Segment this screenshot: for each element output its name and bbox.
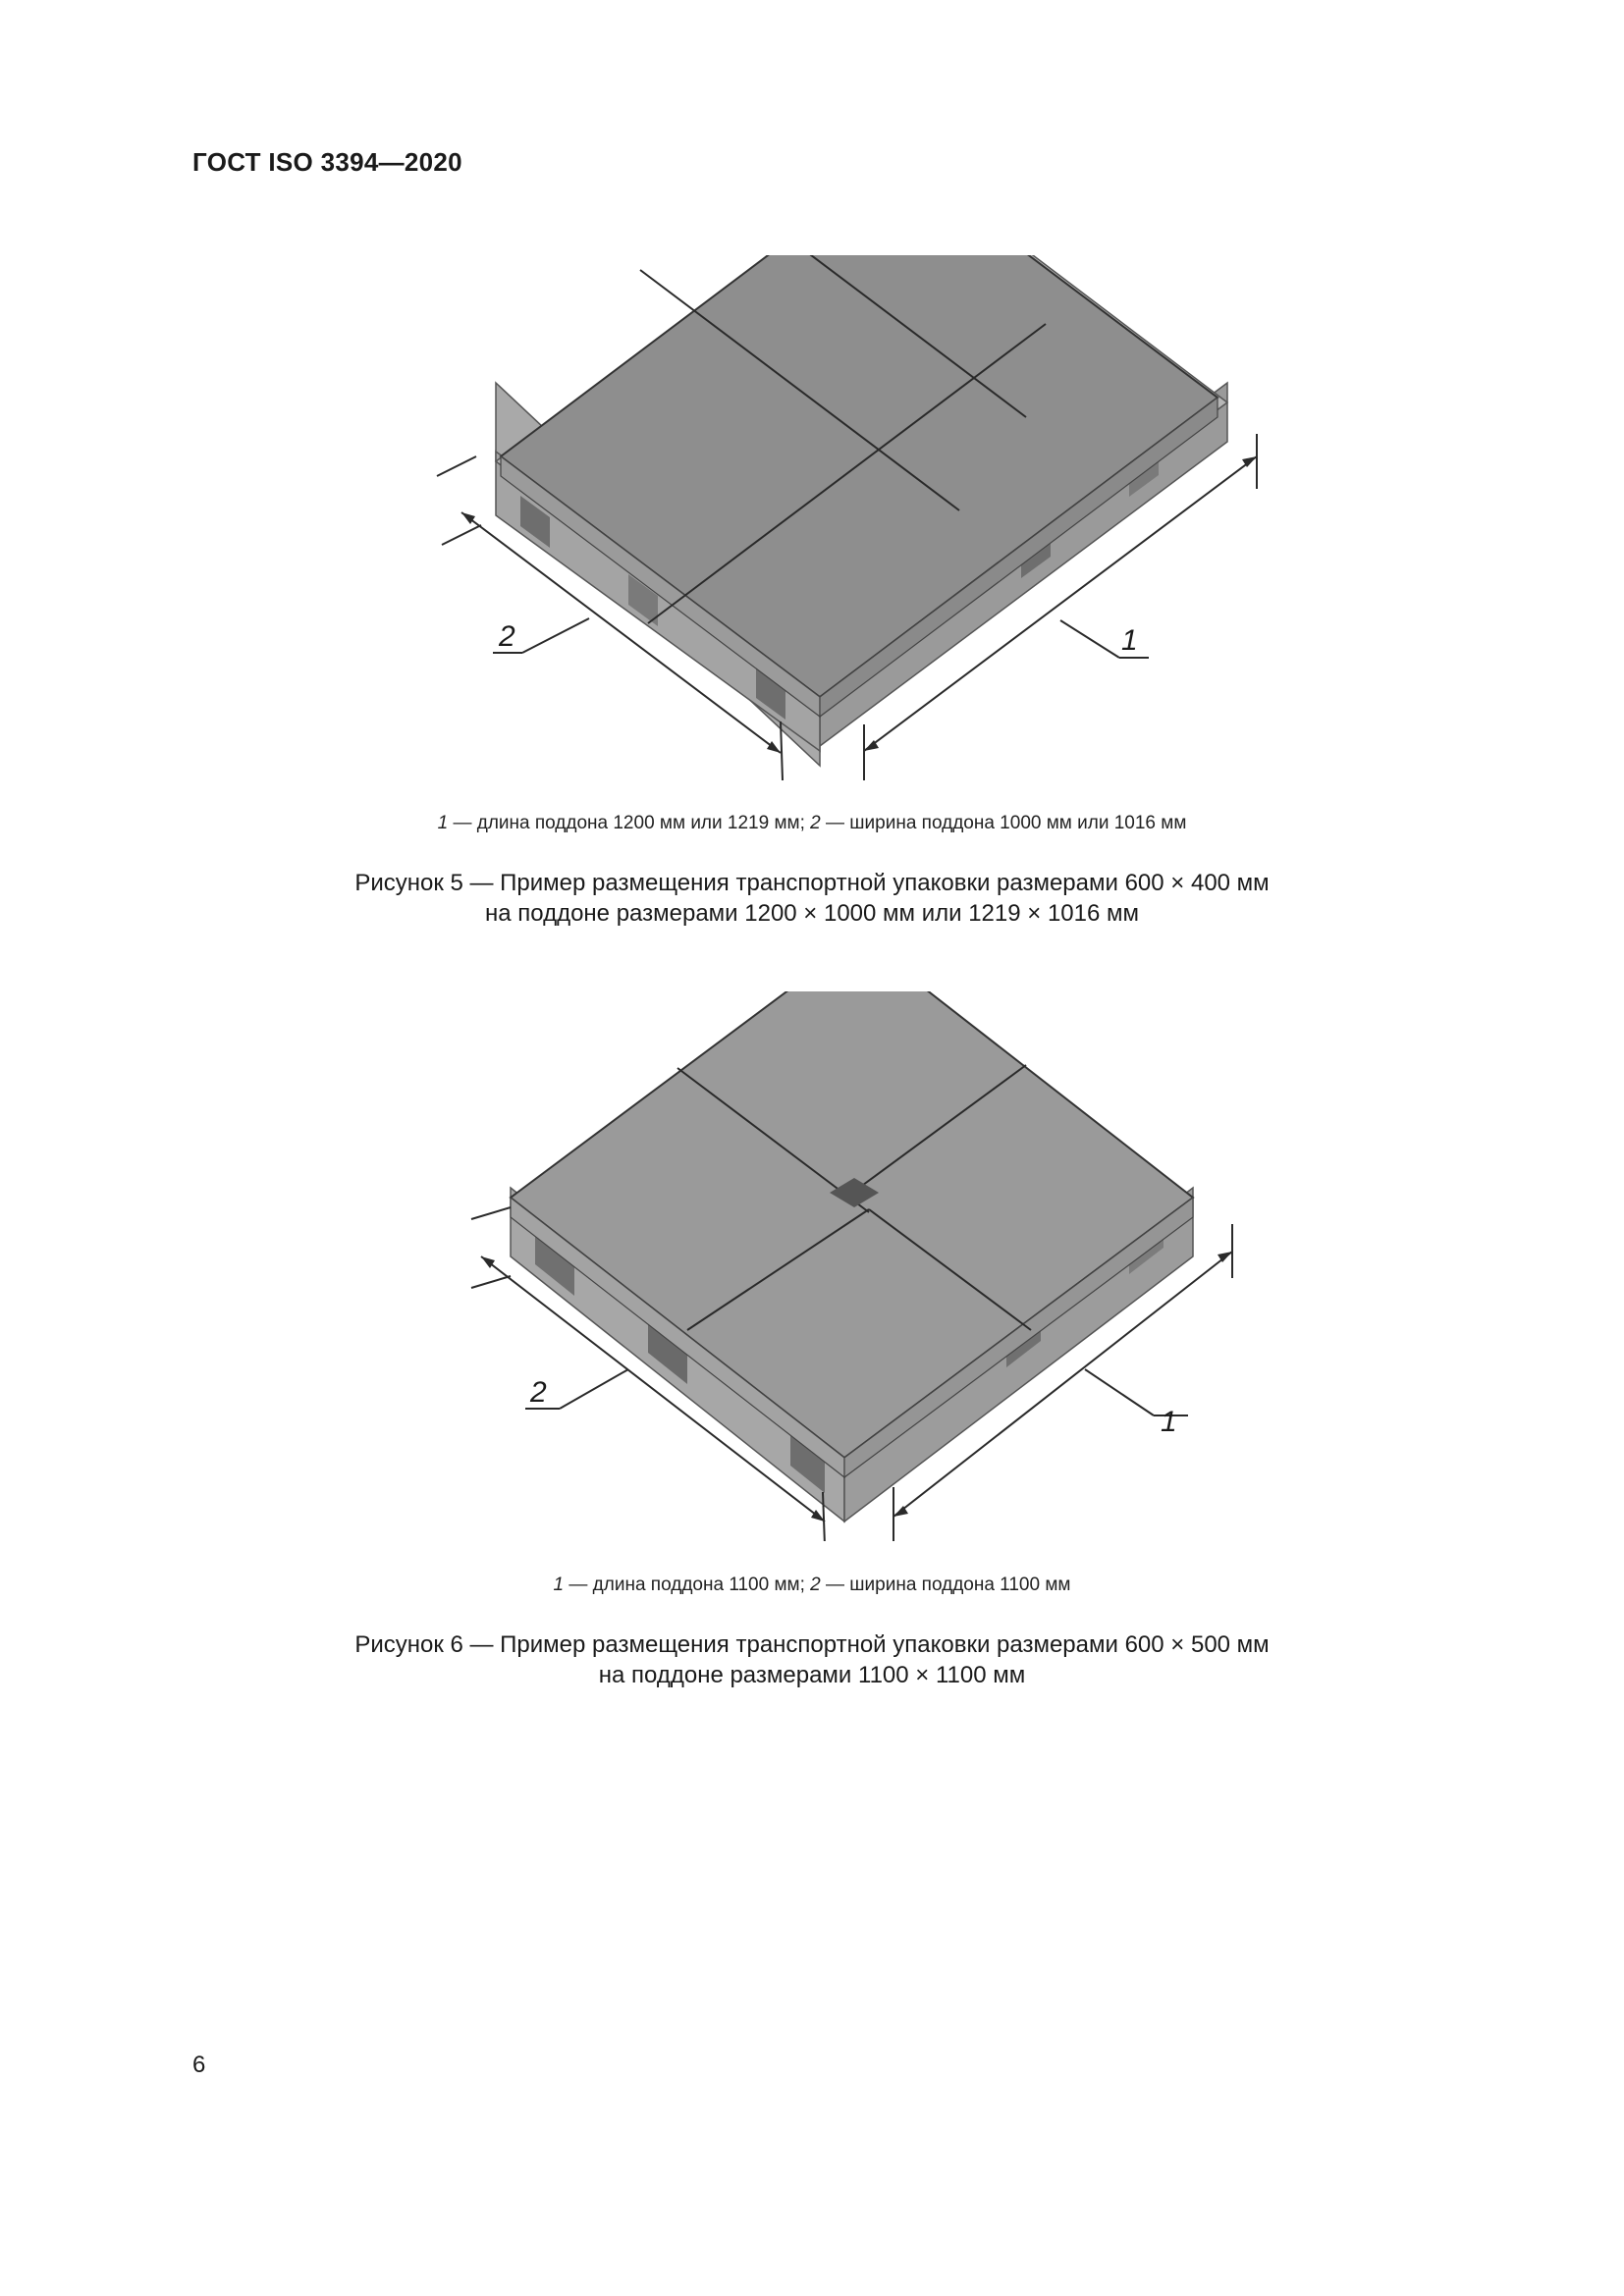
legend-number: 1 (437, 813, 449, 833)
figure-5-illustration (0, 255, 1624, 785)
box-layer-top (511, 991, 1193, 1458)
extension-line (442, 525, 481, 545)
caption-line: на поддоне размерами 1200 × 1000 мм или 1219 × 1016 мм (484, 900, 1139, 927)
box-layer-top (501, 255, 1218, 697)
caption-line: на поддоне размерами 1100 × 1100 мм (598, 1662, 1026, 1688)
figure-6-caption (0, 1629, 1624, 1690)
extension-line (471, 1207, 511, 1219)
callout-label-1: 1 (1161, 1406, 1177, 1438)
figure-5-legend: 1 — длина поддона 1200 мм или 1219 мм; 2 — ширина поддона 1000 мм или 1016 мм (437, 813, 1187, 833)
page-number: 6 (192, 2052, 206, 2078)
callout-label-2: 2 (499, 620, 515, 653)
extension-line (471, 1276, 511, 1288)
callout-leader-1 (1060, 620, 1119, 658)
caption-line: Рисунок 6 — Пример размещения транспортной упаковки размерами 600 × 500 мм (354, 1631, 1270, 1658)
figure-5-caption (0, 868, 1624, 929)
figure-6-legend: 1 — длина поддона 1100 мм; 2 — ширина поддона 1100 мм (553, 1575, 1071, 1595)
extension-line (437, 456, 476, 476)
callout-label-1: 1 (1121, 624, 1138, 657)
legend-number: 1 (553, 1575, 565, 1595)
callout-leader-2 (522, 618, 589, 653)
callout-leader-1 (1085, 1369, 1154, 1415)
figure-6-illustration (0, 991, 1624, 1541)
callout-leader-2 (560, 1369, 628, 1409)
legend-number: 2 (810, 1575, 821, 1595)
document-header: ГОСТ ISO 3394—2020 (192, 147, 462, 177)
caption-line: Рисунок 5 — Пример размещения транспортной упаковки размерами 600 × 400 мм (354, 870, 1270, 896)
legend-number: 2 (810, 813, 821, 833)
callout-label-2: 2 (530, 1376, 547, 1409)
